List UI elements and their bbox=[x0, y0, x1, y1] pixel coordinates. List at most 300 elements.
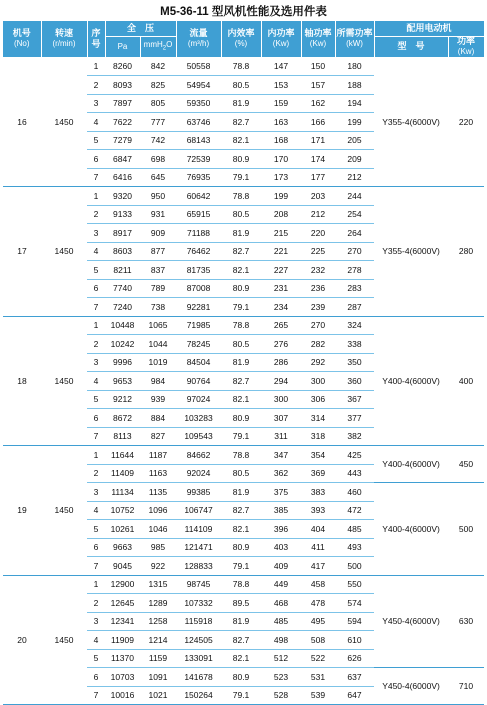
motor-model-cell: Y450-4(6000V) bbox=[374, 575, 448, 668]
efficiency-cell: 80.9 bbox=[221, 668, 261, 687]
seq-cell: 4 bbox=[87, 501, 105, 520]
efficiency-cell: 79.1 bbox=[221, 298, 261, 317]
pa-cell: 8917 bbox=[105, 224, 140, 243]
seq-cell: 2 bbox=[87, 464, 105, 483]
efficiency-cell: 78.8 bbox=[221, 57, 261, 76]
required-power-cell: 205 bbox=[335, 131, 374, 150]
header-required-power: 所需功率 (kW) bbox=[335, 21, 374, 57]
internal-power-cell: 294 bbox=[261, 372, 301, 391]
seq-cell: 6 bbox=[87, 538, 105, 557]
flow-cell: 121471 bbox=[176, 538, 221, 557]
required-power-cell: 270 bbox=[335, 242, 374, 261]
mmh2o-cell: 922 bbox=[140, 557, 176, 576]
pa-cell: 10016 bbox=[105, 686, 140, 705]
seq-cell: 5 bbox=[87, 261, 105, 280]
flow-cell: 71985 bbox=[176, 316, 221, 335]
required-power-cell: 244 bbox=[335, 187, 374, 206]
shaft-power-cell: 393 bbox=[301, 501, 335, 520]
seq-cell: 5 bbox=[87, 390, 105, 409]
seq-cell: 7 bbox=[87, 557, 105, 576]
flow-cell: 59350 bbox=[176, 94, 221, 113]
internal-power-cell: 468 bbox=[261, 594, 301, 613]
flow-cell: 84504 bbox=[176, 353, 221, 372]
speed-cell: 1450 bbox=[41, 187, 87, 317]
header-motor-model: 型 号 bbox=[374, 36, 448, 57]
machine-no-cell: 16 bbox=[3, 57, 41, 187]
efficiency-cell: 79.1 bbox=[221, 427, 261, 446]
shaft-power-cell: 232 bbox=[301, 261, 335, 280]
shaft-power-cell: 318 bbox=[301, 427, 335, 446]
mmh2o-cell: 777 bbox=[140, 113, 176, 132]
motor-power-cell: 450 bbox=[448, 446, 484, 483]
flow-cell: 68143 bbox=[176, 131, 221, 150]
mmh2o-cell: 1096 bbox=[140, 501, 176, 520]
seq-cell: 6 bbox=[87, 150, 105, 169]
internal-power-cell: 523 bbox=[261, 668, 301, 687]
flow-cell: 109543 bbox=[176, 427, 221, 446]
seq-cell: 5 bbox=[87, 649, 105, 668]
mmh2o-cell: 985 bbox=[140, 538, 176, 557]
efficiency-cell: 80.9 bbox=[221, 279, 261, 298]
table-row bbox=[3, 446, 484, 465]
seq-cell: 1 bbox=[87, 57, 105, 76]
efficiency-cell: 80.9 bbox=[221, 409, 261, 428]
efficiency-cell: 82.7 bbox=[221, 501, 261, 520]
seq-cell: 3 bbox=[87, 483, 105, 502]
seq-cell: 4 bbox=[87, 631, 105, 650]
efficiency-cell: 81.9 bbox=[221, 224, 261, 243]
table-header bbox=[3, 21, 484, 57]
pa-cell: 11409 bbox=[105, 464, 140, 483]
efficiency-cell: 82.1 bbox=[221, 131, 261, 150]
shaft-power-cell: 150 bbox=[301, 57, 335, 76]
shaft-power-cell: 369 bbox=[301, 464, 335, 483]
pa-cell: 8260 bbox=[105, 57, 140, 76]
shaft-power-cell: 404 bbox=[301, 520, 335, 539]
required-power-cell: 324 bbox=[335, 316, 374, 335]
required-power-cell: 254 bbox=[335, 205, 374, 224]
efficiency-cell: 81.9 bbox=[221, 353, 261, 372]
efficiency-cell: 82.1 bbox=[221, 261, 261, 280]
internal-power-cell: 231 bbox=[261, 279, 301, 298]
speed-cell: 1450 bbox=[41, 316, 87, 446]
mmh2o-cell: 827 bbox=[140, 427, 176, 446]
shaft-power-cell: 383 bbox=[301, 483, 335, 502]
flow-cell: 92281 bbox=[176, 298, 221, 317]
internal-power-cell: 153 bbox=[261, 76, 301, 95]
flow-cell: 107332 bbox=[176, 594, 221, 613]
shaft-power-cell: 282 bbox=[301, 335, 335, 354]
internal-power-cell: 498 bbox=[261, 631, 301, 650]
flow-cell: 84662 bbox=[176, 446, 221, 465]
efficiency-cell: 78.8 bbox=[221, 316, 261, 335]
required-power-cell: 367 bbox=[335, 390, 374, 409]
required-power-cell: 443 bbox=[335, 464, 374, 483]
flow-cell: 133091 bbox=[176, 649, 221, 668]
pa-cell: 9133 bbox=[105, 205, 140, 224]
seq-cell: 1 bbox=[87, 316, 105, 335]
required-power-cell: 199 bbox=[335, 113, 374, 132]
efficiency-cell: 80.5 bbox=[221, 464, 261, 483]
mmh2o-cell: 939 bbox=[140, 390, 176, 409]
seq-cell: 2 bbox=[87, 205, 105, 224]
efficiency-cell: 82.7 bbox=[221, 242, 261, 261]
seq-cell: 4 bbox=[87, 242, 105, 261]
shaft-power-cell: 292 bbox=[301, 353, 335, 372]
shaft-power-cell: 411 bbox=[301, 538, 335, 557]
mmh2o-cell: 842 bbox=[140, 57, 176, 76]
efficiency-cell: 78.8 bbox=[221, 446, 261, 465]
table-row bbox=[3, 575, 484, 594]
required-power-cell: 194 bbox=[335, 94, 374, 113]
efficiency-cell: 81.9 bbox=[221, 94, 261, 113]
flow-cell: 124505 bbox=[176, 631, 221, 650]
mmh2o-cell: 1289 bbox=[140, 594, 176, 613]
internal-power-cell: 215 bbox=[261, 224, 301, 243]
internal-power-cell: 199 bbox=[261, 187, 301, 206]
flow-cell: 98745 bbox=[176, 575, 221, 594]
pa-cell: 10242 bbox=[105, 335, 140, 354]
efficiency-cell: 78.8 bbox=[221, 187, 261, 206]
pa-cell: 9320 bbox=[105, 187, 140, 206]
pa-cell: 12645 bbox=[105, 594, 140, 613]
flow-cell: 128833 bbox=[176, 557, 221, 576]
performance-table bbox=[3, 21, 485, 705]
motor-power-cell: 710 bbox=[448, 668, 484, 705]
machine-no-cell: 19 bbox=[3, 446, 41, 576]
flow-cell: 141678 bbox=[176, 668, 221, 687]
table-row bbox=[3, 187, 484, 206]
shaft-power-cell: 306 bbox=[301, 390, 335, 409]
mmh2o-cell: 877 bbox=[140, 242, 176, 261]
shaft-power-cell: 203 bbox=[301, 187, 335, 206]
flow-cell: 150264 bbox=[176, 686, 221, 705]
motor-model-cell: Y400-4(6000V) bbox=[374, 446, 448, 483]
header-pa: Pa bbox=[105, 36, 140, 57]
seq-cell: 3 bbox=[87, 224, 105, 243]
shaft-power-cell: 177 bbox=[301, 168, 335, 187]
required-power-cell: 485 bbox=[335, 520, 374, 539]
shaft-power-cell: 212 bbox=[301, 205, 335, 224]
internal-power-cell: 396 bbox=[261, 520, 301, 539]
pa-cell: 8113 bbox=[105, 427, 140, 446]
seq-cell: 4 bbox=[87, 113, 105, 132]
mmh2o-cell: 1065 bbox=[140, 316, 176, 335]
mmh2o-cell: 805 bbox=[140, 94, 176, 113]
required-power-cell: 500 bbox=[335, 557, 374, 576]
machine-no-cell: 20 bbox=[3, 575, 41, 705]
efficiency-cell: 80.9 bbox=[221, 150, 261, 169]
efficiency-cell: 82.1 bbox=[221, 520, 261, 539]
internal-power-cell: 528 bbox=[261, 686, 301, 705]
shaft-power-cell: 495 bbox=[301, 612, 335, 631]
header-flow: 流量 (m³/h) bbox=[176, 21, 221, 57]
motor-power-cell: 280 bbox=[448, 187, 484, 317]
mmh2o-cell: 909 bbox=[140, 224, 176, 243]
internal-power-cell: 208 bbox=[261, 205, 301, 224]
flow-cell: 115918 bbox=[176, 612, 221, 631]
pa-cell: 11134 bbox=[105, 483, 140, 502]
motor-power-cell: 400 bbox=[448, 316, 484, 446]
motor-power-cell: 220 bbox=[448, 57, 484, 187]
internal-power-cell: 227 bbox=[261, 261, 301, 280]
internal-power-cell: 362 bbox=[261, 464, 301, 483]
flow-cell: 72539 bbox=[176, 150, 221, 169]
pa-cell: 9996 bbox=[105, 353, 140, 372]
shaft-power-cell: 531 bbox=[301, 668, 335, 687]
efficiency-cell: 82.7 bbox=[221, 372, 261, 391]
efficiency-cell: 81.9 bbox=[221, 612, 261, 631]
shaft-power-cell: 314 bbox=[301, 409, 335, 428]
header-total-pressure: 全 压 bbox=[105, 21, 176, 36]
internal-power-cell: 170 bbox=[261, 150, 301, 169]
internal-power-cell: 221 bbox=[261, 242, 301, 261]
flow-cell: 76462 bbox=[176, 242, 221, 261]
required-power-cell: 360 bbox=[335, 372, 374, 391]
required-power-cell: 180 bbox=[335, 57, 374, 76]
shaft-power-cell: 236 bbox=[301, 279, 335, 298]
internal-power-cell: 147 bbox=[261, 57, 301, 76]
mmh2o-cell: 738 bbox=[140, 298, 176, 317]
pa-cell: 6847 bbox=[105, 150, 140, 169]
required-power-cell: 626 bbox=[335, 649, 374, 668]
flow-cell: 78245 bbox=[176, 335, 221, 354]
table-body bbox=[3, 57, 484, 705]
efficiency-cell: 80.5 bbox=[221, 335, 261, 354]
mmh2o-cell: 1163 bbox=[140, 464, 176, 483]
shaft-power-cell: 522 bbox=[301, 649, 335, 668]
pa-cell: 7740 bbox=[105, 279, 140, 298]
efficiency-cell: 78.8 bbox=[221, 575, 261, 594]
shaft-power-cell: 508 bbox=[301, 631, 335, 650]
seq-cell: 1 bbox=[87, 187, 105, 206]
internal-power-cell: 300 bbox=[261, 390, 301, 409]
seq-cell: 5 bbox=[87, 131, 105, 150]
pa-cell: 12341 bbox=[105, 612, 140, 631]
efficiency-cell: 80.9 bbox=[221, 538, 261, 557]
required-power-cell: 460 bbox=[335, 483, 374, 502]
internal-power-cell: 449 bbox=[261, 575, 301, 594]
flow-cell: 54954 bbox=[176, 76, 221, 95]
seq-cell: 7 bbox=[87, 686, 105, 705]
pa-cell: 8211 bbox=[105, 261, 140, 280]
page-title: M5-36-11 型风机性能及选用件表 bbox=[160, 6, 327, 18]
motor-power-cell: 500 bbox=[448, 483, 484, 576]
efficiency-cell: 89.5 bbox=[221, 594, 261, 613]
internal-power-cell: 173 bbox=[261, 168, 301, 187]
mmh2o-cell: 884 bbox=[140, 409, 176, 428]
internal-power-cell: 403 bbox=[261, 538, 301, 557]
seq-cell: 6 bbox=[87, 668, 105, 687]
header-motor-power: 功率 (Kw) bbox=[448, 36, 484, 57]
internal-power-cell: 485 bbox=[261, 612, 301, 631]
header-machine-no: 机号 (No) bbox=[3, 21, 41, 57]
mmh2o-cell: 742 bbox=[140, 131, 176, 150]
speed-cell: 1450 bbox=[41, 575, 87, 705]
required-power-cell: 647 bbox=[335, 686, 374, 705]
shaft-power-cell: 162 bbox=[301, 94, 335, 113]
mmh2o-cell: 950 bbox=[140, 187, 176, 206]
flow-cell: 81735 bbox=[176, 261, 221, 280]
internal-power-cell: 286 bbox=[261, 353, 301, 372]
flow-cell: 65915 bbox=[176, 205, 221, 224]
pa-cell: 10261 bbox=[105, 520, 140, 539]
pa-cell: 12900 bbox=[105, 575, 140, 594]
mmh2o-cell: 1258 bbox=[140, 612, 176, 631]
pa-cell: 10752 bbox=[105, 501, 140, 520]
required-power-cell: 382 bbox=[335, 427, 374, 446]
motor-model-cell: Y400-4(6000V) bbox=[374, 316, 448, 446]
motor-model-cell: Y355-4(6000V) bbox=[374, 57, 448, 187]
table-row bbox=[3, 57, 484, 76]
efficiency-cell: 81.9 bbox=[221, 483, 261, 502]
efficiency-cell: 79.1 bbox=[221, 168, 261, 187]
required-power-cell: 287 bbox=[335, 298, 374, 317]
pa-cell: 9212 bbox=[105, 390, 140, 409]
internal-power-cell: 276 bbox=[261, 335, 301, 354]
mmh2o-cell: 1091 bbox=[140, 668, 176, 687]
seq-cell: 4 bbox=[87, 372, 105, 391]
seq-cell: 6 bbox=[87, 409, 105, 428]
required-power-cell: 637 bbox=[335, 668, 374, 687]
required-power-cell: 212 bbox=[335, 168, 374, 187]
flow-cell: 103283 bbox=[176, 409, 221, 428]
mmh2o-cell: 1021 bbox=[140, 686, 176, 705]
motor-model-cell: Y400-4(6000V) bbox=[374, 483, 448, 576]
pa-cell: 8603 bbox=[105, 242, 140, 261]
seq-cell: 5 bbox=[87, 520, 105, 539]
internal-power-cell: 307 bbox=[261, 409, 301, 428]
shaft-power-cell: 300 bbox=[301, 372, 335, 391]
required-power-cell: 377 bbox=[335, 409, 374, 428]
efficiency-cell: 82.7 bbox=[221, 113, 261, 132]
flow-cell: 90764 bbox=[176, 372, 221, 391]
seq-cell: 1 bbox=[87, 575, 105, 594]
pa-cell: 10703 bbox=[105, 668, 140, 687]
flow-cell: 99385 bbox=[176, 483, 221, 502]
flow-cell: 97024 bbox=[176, 390, 221, 409]
required-power-cell: 338 bbox=[335, 335, 374, 354]
required-power-cell: 594 bbox=[335, 612, 374, 631]
internal-power-cell: 163 bbox=[261, 113, 301, 132]
required-power-cell: 350 bbox=[335, 353, 374, 372]
seq-cell: 2 bbox=[87, 335, 105, 354]
shaft-power-cell: 539 bbox=[301, 686, 335, 705]
efficiency-cell: 82.7 bbox=[221, 631, 261, 650]
machine-no-cell: 17 bbox=[3, 187, 41, 317]
seq-cell: 3 bbox=[87, 94, 105, 113]
seq-cell: 6 bbox=[87, 279, 105, 298]
required-power-cell: 550 bbox=[335, 575, 374, 594]
internal-power-cell: 311 bbox=[261, 427, 301, 446]
shaft-power-cell: 220 bbox=[301, 224, 335, 243]
seq-cell: 3 bbox=[87, 612, 105, 631]
mmh2o-cell: 825 bbox=[140, 76, 176, 95]
shaft-power-cell: 270 bbox=[301, 316, 335, 335]
mmh2o-cell: 931 bbox=[140, 205, 176, 224]
flow-cell: 63746 bbox=[176, 113, 221, 132]
speed-cell: 1450 bbox=[41, 446, 87, 576]
seq-cell: 2 bbox=[87, 594, 105, 613]
pa-cell: 6416 bbox=[105, 168, 140, 187]
pa-cell: 8672 bbox=[105, 409, 140, 428]
flow-cell: 76935 bbox=[176, 168, 221, 187]
internal-power-cell: 409 bbox=[261, 557, 301, 576]
motor-model-cell: Y450-4(6000V) bbox=[374, 668, 448, 705]
seq-cell: 7 bbox=[87, 427, 105, 446]
flow-cell: 106747 bbox=[176, 501, 221, 520]
motor-model-cell: Y355-4(6000V) bbox=[374, 187, 448, 317]
shaft-power-cell: 478 bbox=[301, 594, 335, 613]
flow-cell: 60642 bbox=[176, 187, 221, 206]
pa-cell: 7240 bbox=[105, 298, 140, 317]
motor-power-cell: 630 bbox=[448, 575, 484, 668]
header-speed: 转速 (r/min) bbox=[41, 21, 87, 57]
mmh2o-cell: 1046 bbox=[140, 520, 176, 539]
pa-cell: 9653 bbox=[105, 372, 140, 391]
mmh2o-cell: 837 bbox=[140, 261, 176, 280]
pa-cell: 7622 bbox=[105, 113, 140, 132]
header-shaft-power: 轴功率 (Kw) bbox=[301, 21, 335, 57]
internal-power-cell: 168 bbox=[261, 131, 301, 150]
required-power-cell: 188 bbox=[335, 76, 374, 95]
pa-cell: 9663 bbox=[105, 538, 140, 557]
mmh2o-cell: 698 bbox=[140, 150, 176, 169]
mmh2o-cell: 1135 bbox=[140, 483, 176, 502]
shaft-power-cell: 417 bbox=[301, 557, 335, 576]
machine-no-cell: 18 bbox=[3, 316, 41, 446]
internal-power-cell: 385 bbox=[261, 501, 301, 520]
efficiency-cell: 79.1 bbox=[221, 557, 261, 576]
internal-power-cell: 512 bbox=[261, 649, 301, 668]
efficiency-cell: 79.1 bbox=[221, 686, 261, 705]
flow-cell: 71188 bbox=[176, 224, 221, 243]
flow-cell: 114109 bbox=[176, 520, 221, 539]
required-power-cell: 283 bbox=[335, 279, 374, 298]
shaft-power-cell: 239 bbox=[301, 298, 335, 317]
seq-cell: 7 bbox=[87, 298, 105, 317]
pa-cell: 11909 bbox=[105, 631, 140, 650]
pa-cell: 11644 bbox=[105, 446, 140, 465]
internal-power-cell: 159 bbox=[261, 94, 301, 113]
shaft-power-cell: 225 bbox=[301, 242, 335, 261]
internal-power-cell: 375 bbox=[261, 483, 301, 502]
seq-cell: 3 bbox=[87, 353, 105, 372]
efficiency-cell: 80.5 bbox=[221, 76, 261, 95]
pa-cell: 8093 bbox=[105, 76, 140, 95]
shaft-power-cell: 166 bbox=[301, 113, 335, 132]
seq-cell: 2 bbox=[87, 76, 105, 95]
seq-cell: 1 bbox=[87, 446, 105, 465]
header-internal-efficiency: 内效率 (%) bbox=[221, 21, 261, 57]
efficiency-cell: 82.1 bbox=[221, 390, 261, 409]
required-power-cell: 264 bbox=[335, 224, 374, 243]
mmh2o-cell: 984 bbox=[140, 372, 176, 391]
efficiency-cell: 82.1 bbox=[221, 649, 261, 668]
shaft-power-cell: 354 bbox=[301, 446, 335, 465]
required-power-cell: 278 bbox=[335, 261, 374, 280]
required-power-cell: 425 bbox=[335, 446, 374, 465]
speed-cell: 1450 bbox=[41, 57, 87, 187]
mmh2o-cell: 1044 bbox=[140, 335, 176, 354]
mmh2o-cell: 1019 bbox=[140, 353, 176, 372]
required-power-cell: 493 bbox=[335, 538, 374, 557]
internal-power-cell: 265 bbox=[261, 316, 301, 335]
shaft-power-cell: 157 bbox=[301, 76, 335, 95]
header-motor: 配用电动机 bbox=[374, 21, 484, 36]
mmh2o-cell: 1159 bbox=[140, 649, 176, 668]
efficiency-cell: 80.5 bbox=[221, 205, 261, 224]
